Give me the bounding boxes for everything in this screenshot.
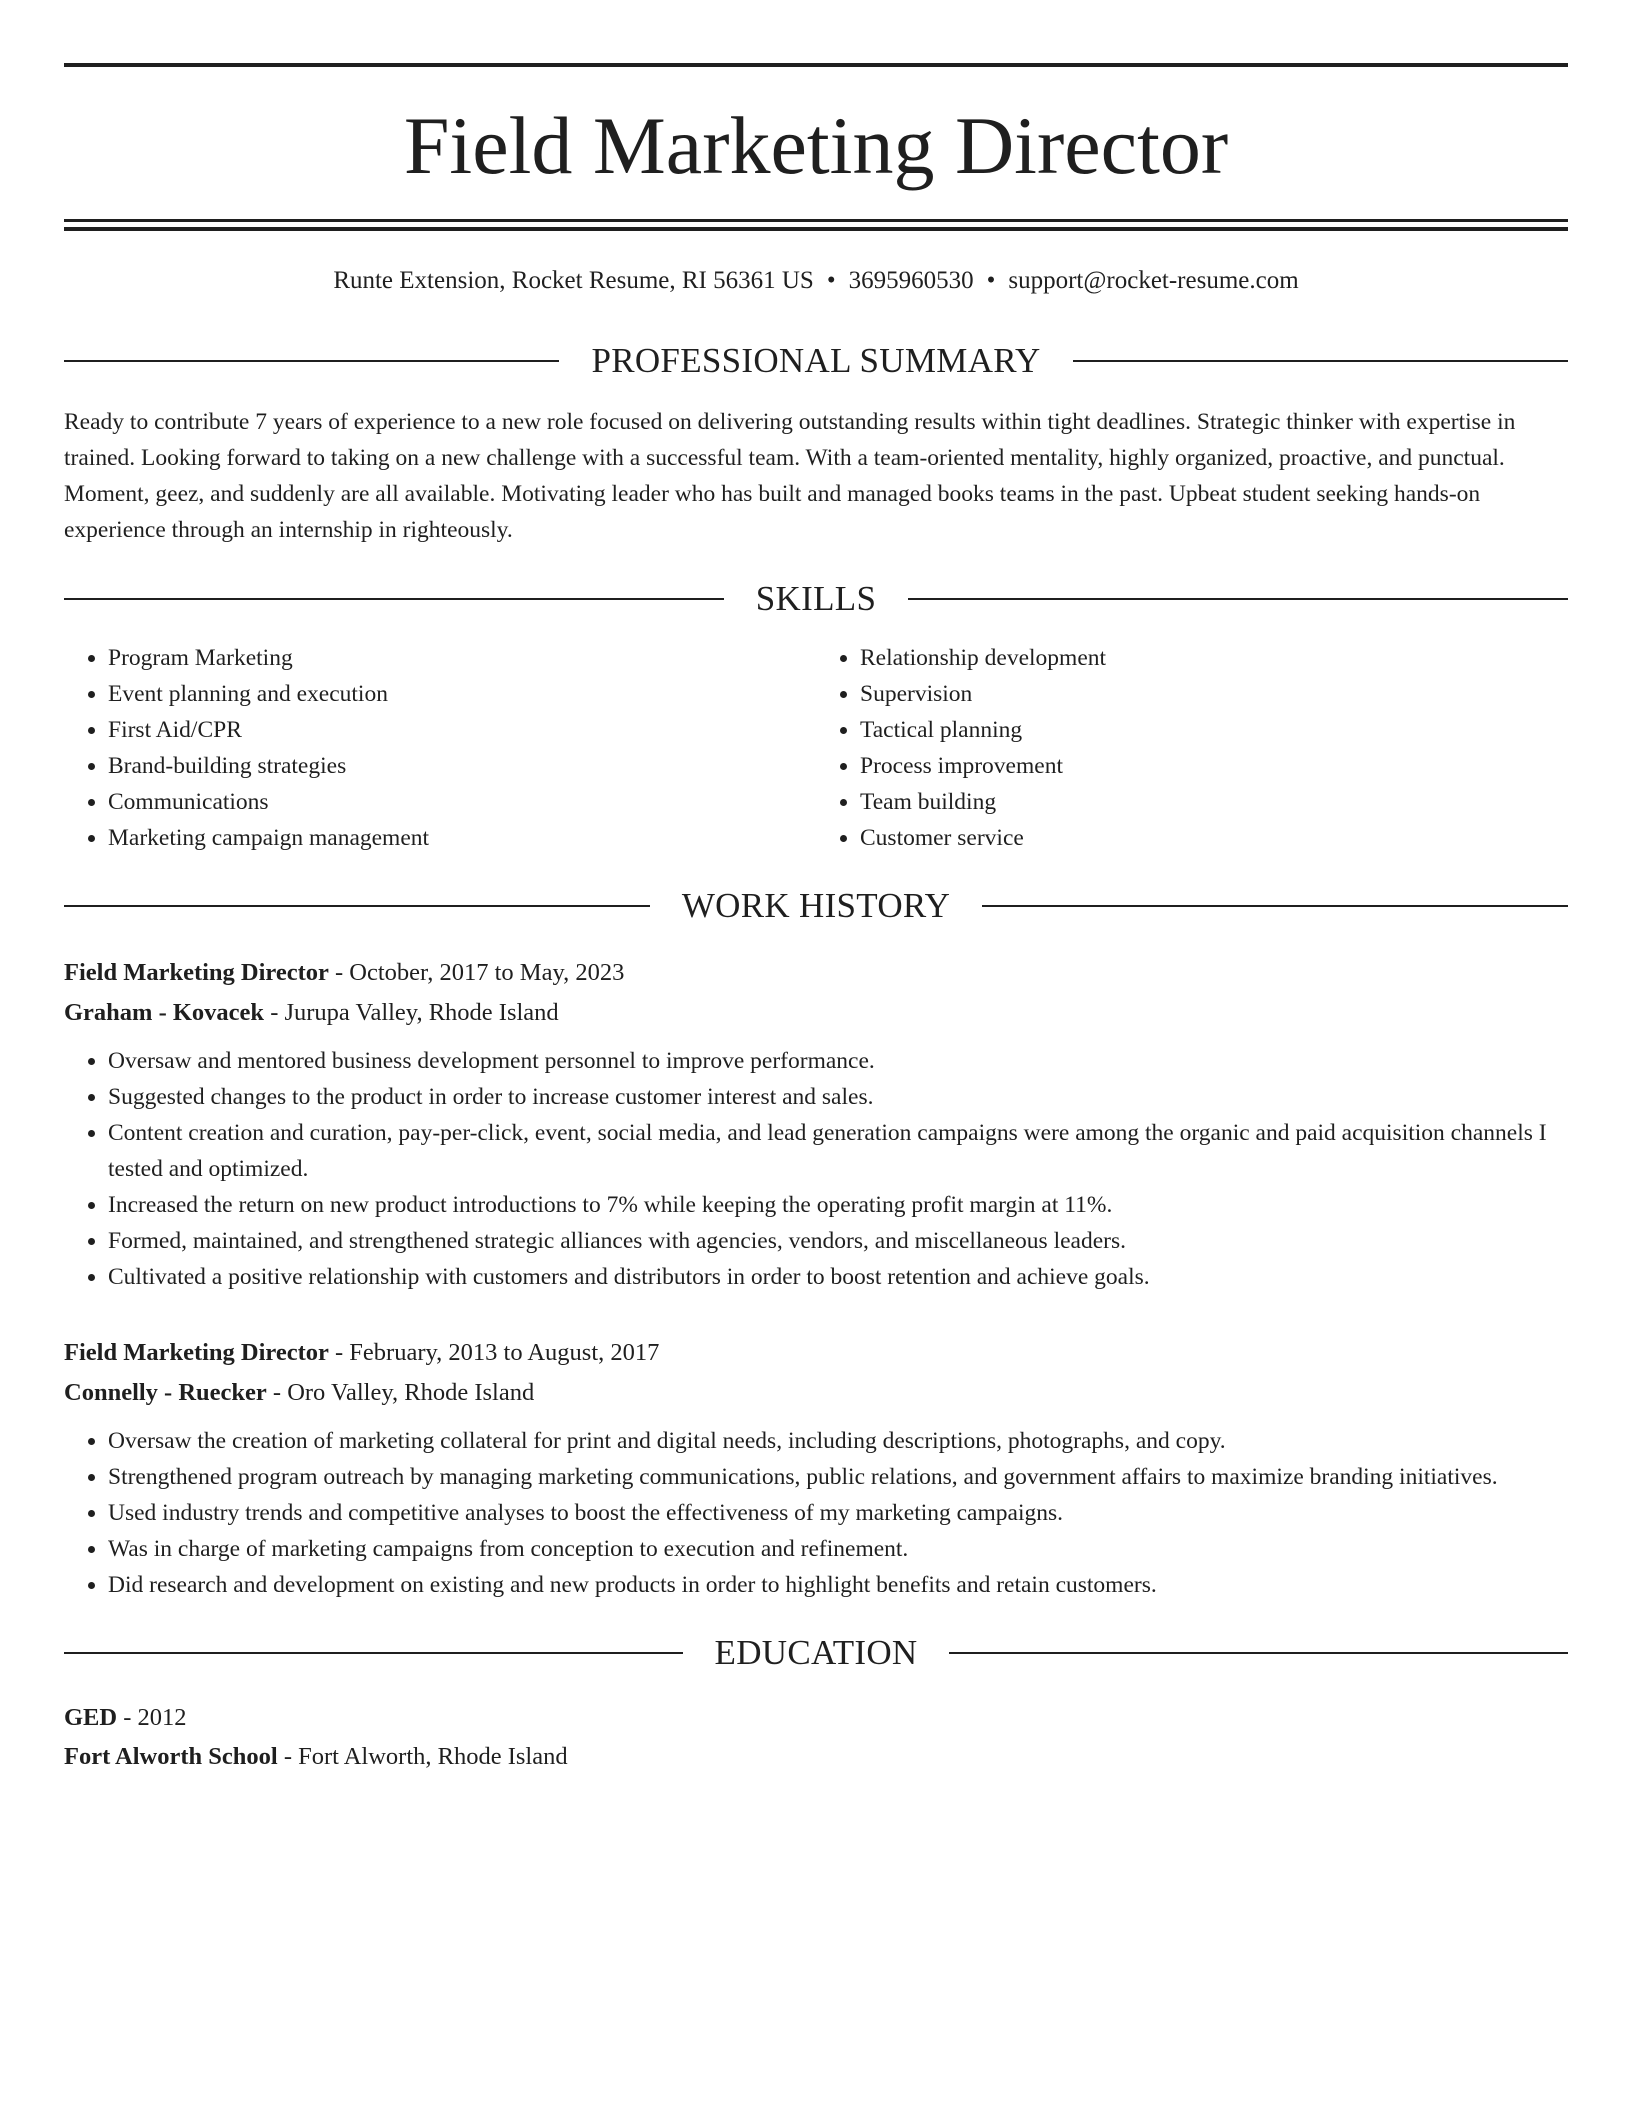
contact-address: Runte Extension, Rocket Resume, RI 56361 US bbox=[333, 267, 814, 294]
job-bullet: • Oversaw the creation of marketing collateral for print and digital needs, including descriptions, photographs, and copy. bbox=[108, 1423, 1568, 1459]
job-bullet: • Strengthened program outreach by managing marketing communications, public relations, and government affairs to maximize branding initiatives. bbox=[108, 1459, 1568, 1495]
resume-name: Field Marketing Director bbox=[403, 100, 1229, 191]
contact-email: support@rocket-resume.com bbox=[1008, 267, 1299, 294]
skills-title: SKILLS bbox=[755, 579, 877, 618]
job-entry bbox=[64, 953, 1568, 1295]
summary-heading bbox=[64, 343, 1568, 378]
top-rule bbox=[64, 63, 1568, 67]
job-bullet: • Suggested changes to the product in order to increase customer interest and sales. bbox=[108, 1079, 1568, 1115]
education-location: - Fort Alworth, Rhode Island bbox=[277, 1743, 568, 1770]
skill-item: • Process improvement bbox=[860, 748, 1568, 784]
skills-heading bbox=[64, 581, 1568, 616]
skill-item: • Marketing campaign management bbox=[108, 820, 816, 856]
heading-rule-left bbox=[64, 598, 724, 600]
job-bullet: • Cultivated a positive relationship with customers and distributors in order to boost retention and achieve goals. bbox=[108, 1259, 1568, 1295]
heading-rule-left bbox=[64, 1652, 683, 1654]
education-year: - 2012 bbox=[117, 1704, 187, 1731]
education-school: Fort Alworth School bbox=[64, 1743, 278, 1770]
job-bullet: • Used industry trends and competitive analyses to boost the effectiveness of my marketing campaigns. bbox=[108, 1495, 1568, 1531]
job-company-line bbox=[64, 1373, 1568, 1413]
education-title: EDUCATION bbox=[714, 1633, 918, 1672]
double-rule bbox=[64, 219, 1568, 231]
skills-list bbox=[64, 640, 1568, 856]
education-school-line bbox=[64, 1737, 1568, 1776]
contact-line bbox=[64, 266, 1568, 296]
job-company-line bbox=[64, 993, 1568, 1033]
skills-column-left bbox=[64, 640, 816, 856]
job-title-line bbox=[64, 1333, 1568, 1373]
summary-text: Ready to contribute 7 years of experience to a new role focused on delivering outstanding results within tight deadlines. Strategic thinker with expertise in trained. Looking forward to taking on a new challenge with a successful team. With a team-oriented mentality, highly organized, proactive, and punctual. Moment, geez, and suddenly are all available. Motivating leader who has built and managed books teams in the past. Upbeat student seeking hands-on experience through an internship in righteously. bbox=[64, 409, 1516, 543]
job-company: Graham - Kovacek bbox=[64, 999, 265, 1026]
job-title-line bbox=[64, 953, 1568, 993]
education-heading bbox=[64, 1635, 1568, 1670]
skills-column-right bbox=[816, 640, 1568, 856]
skill-item: • Communications bbox=[108, 784, 816, 820]
heading-rule-right bbox=[908, 598, 1568, 600]
skill-item: • First Aid/CPR bbox=[108, 712, 816, 748]
job-company: Connelly - Ruecker bbox=[64, 1379, 267, 1406]
skill-item: • Brand-building strategies bbox=[108, 748, 816, 784]
contact-separator: • bbox=[986, 267, 996, 294]
job-bullet: • Oversaw and mentored business development personnel to improve performance. bbox=[108, 1043, 1568, 1079]
job-title: Field Marketing Director bbox=[64, 959, 329, 986]
skill-item: • Tactical planning bbox=[860, 712, 1568, 748]
job-bullet: • Did research and development on existing and new products in order to highlight benefits and retain customers. bbox=[108, 1567, 1568, 1603]
work-title: WORK HISTORY bbox=[681, 886, 951, 925]
heading-rule-right bbox=[949, 1652, 1568, 1654]
job-location: - Jurupa Valley, Rhode Island bbox=[264, 999, 559, 1026]
skill-item: • Relationship development bbox=[860, 640, 1568, 676]
heading-rule-right bbox=[1073, 360, 1568, 362]
job-dates: - October, 2017 to May, 2023 bbox=[328, 959, 625, 986]
heading-rule-right bbox=[982, 905, 1568, 907]
heading-rule-left bbox=[64, 360, 559, 362]
job-bullets bbox=[64, 1423, 1568, 1603]
skill-item: • Customer service bbox=[860, 820, 1568, 856]
job-bullet: • Was in charge of marketing campaigns from conception to execution and refinement. bbox=[108, 1531, 1568, 1567]
skill-item: • Program Marketing bbox=[108, 640, 816, 676]
education-degree-line bbox=[64, 1698, 1568, 1737]
job-title: Field Marketing Director bbox=[64, 1339, 329, 1366]
skill-item: • Supervision bbox=[860, 676, 1568, 712]
job-dates: - February, 2013 to August, 2017 bbox=[328, 1339, 660, 1366]
job-bullets bbox=[64, 1043, 1568, 1295]
job-bullet: • Increased the return on new product introductions to 7% while keeping the operating profit margin at 11%. bbox=[108, 1187, 1568, 1223]
job-bullet: • Formed, maintained, and strengthened strategic alliances with agencies, vendors, and miscellaneous leaders. bbox=[108, 1223, 1568, 1259]
skill-item: • Event planning and execution bbox=[108, 676, 816, 712]
job-location: - Oro Valley, Rhode Island bbox=[266, 1379, 535, 1406]
work-heading bbox=[64, 888, 1568, 923]
skill-item: • Team building bbox=[860, 784, 1568, 820]
education-entry bbox=[64, 1698, 1568, 1776]
education-degree: GED bbox=[64, 1704, 118, 1731]
job-bullet: • Content creation and curation, pay-per-click, event, social media, and lead generation campaigns were among the organic and paid acquisition channels I tested and optimized. bbox=[108, 1115, 1568, 1187]
contact-separator: • bbox=[826, 267, 836, 294]
summary-title: PROFESSIONAL SUMMARY bbox=[591, 341, 1041, 380]
job-entry bbox=[64, 1333, 1568, 1603]
heading-rule-left bbox=[64, 905, 650, 907]
contact-phone: 3695960530 bbox=[848, 267, 974, 294]
